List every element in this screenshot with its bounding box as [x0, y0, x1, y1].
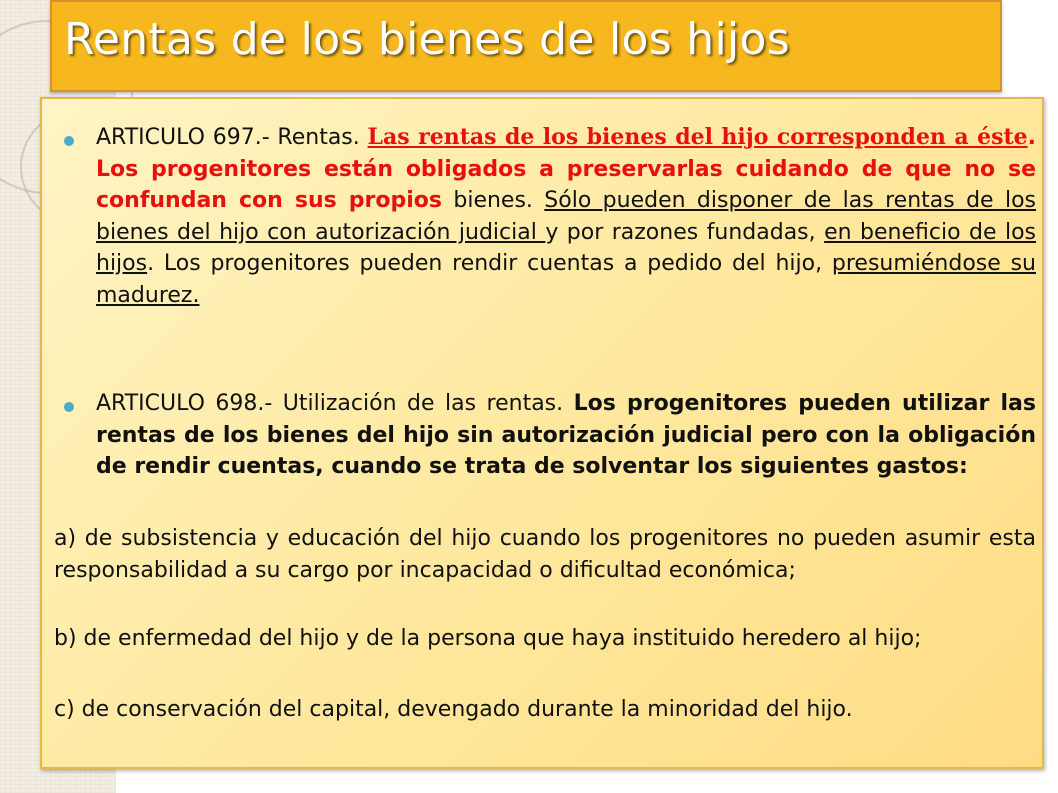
art698-intro: ARTICULO 698.- Utilización de las rentas.: [96, 391, 574, 416]
bullet-dot: [64, 136, 74, 146]
art697-intro: ARTICULO 697.- Rentas.: [96, 125, 368, 150]
art697-underline-1: Sólo pueden disponer de las rentas de los bienes del hijo con autorización judicial: [96, 188, 1036, 245]
content-box: [40, 97, 1044, 769]
item-a: a) de subsistencia y educación del hijo cuando los progenitores no pueden asumir esta responsabilidad a su cargo por incapacidad o dificultad económica;: [54, 526, 1036, 583]
art697-red-bold: Los progenitores están obligados a preservarlas cuidando de que no se confundan con sus propios: [96, 156, 1036, 213]
art697-red-underlined: Las rentas de los bienes del hijo corresponden a éste: [367, 124, 1028, 150]
slide-title: Rentas de los bienes de los hijos: [64, 14, 790, 65]
art697-plain1: bienes.: [441, 188, 545, 213]
article-698: [96, 388, 1036, 483]
art697-dot: .: [1027, 125, 1036, 150]
art697-underline-2: en beneficio de los hijos: [96, 219, 1037, 276]
art697-plain3: . Los progenitores pueden rendir cuentas a pedido del hijo,: [147, 251, 832, 276]
art697-plain2: y por razones fundadas,: [545, 219, 825, 245]
item-c: c) de conservación del capital, devengado durante la minoridad del hijo.: [54, 697, 853, 722]
item-b: b) de enfermedad del hijo y de la persona que haya instituido heredero al hijo;: [54, 626, 922, 651]
art698-bold: Los progenitores pueden utilizar las rentas de los bienes del hijo sin autorización judicial pero con la obligación de rendir cuentas, cuando se trata de solventar los siguientes gastos:: [96, 391, 1036, 479]
title-bar: [50, 0, 1002, 92]
bullet-dot: [64, 402, 74, 412]
article-697: [96, 122, 1036, 311]
art697-underline-3: presumiéndose su madurez.: [96, 251, 1037, 308]
